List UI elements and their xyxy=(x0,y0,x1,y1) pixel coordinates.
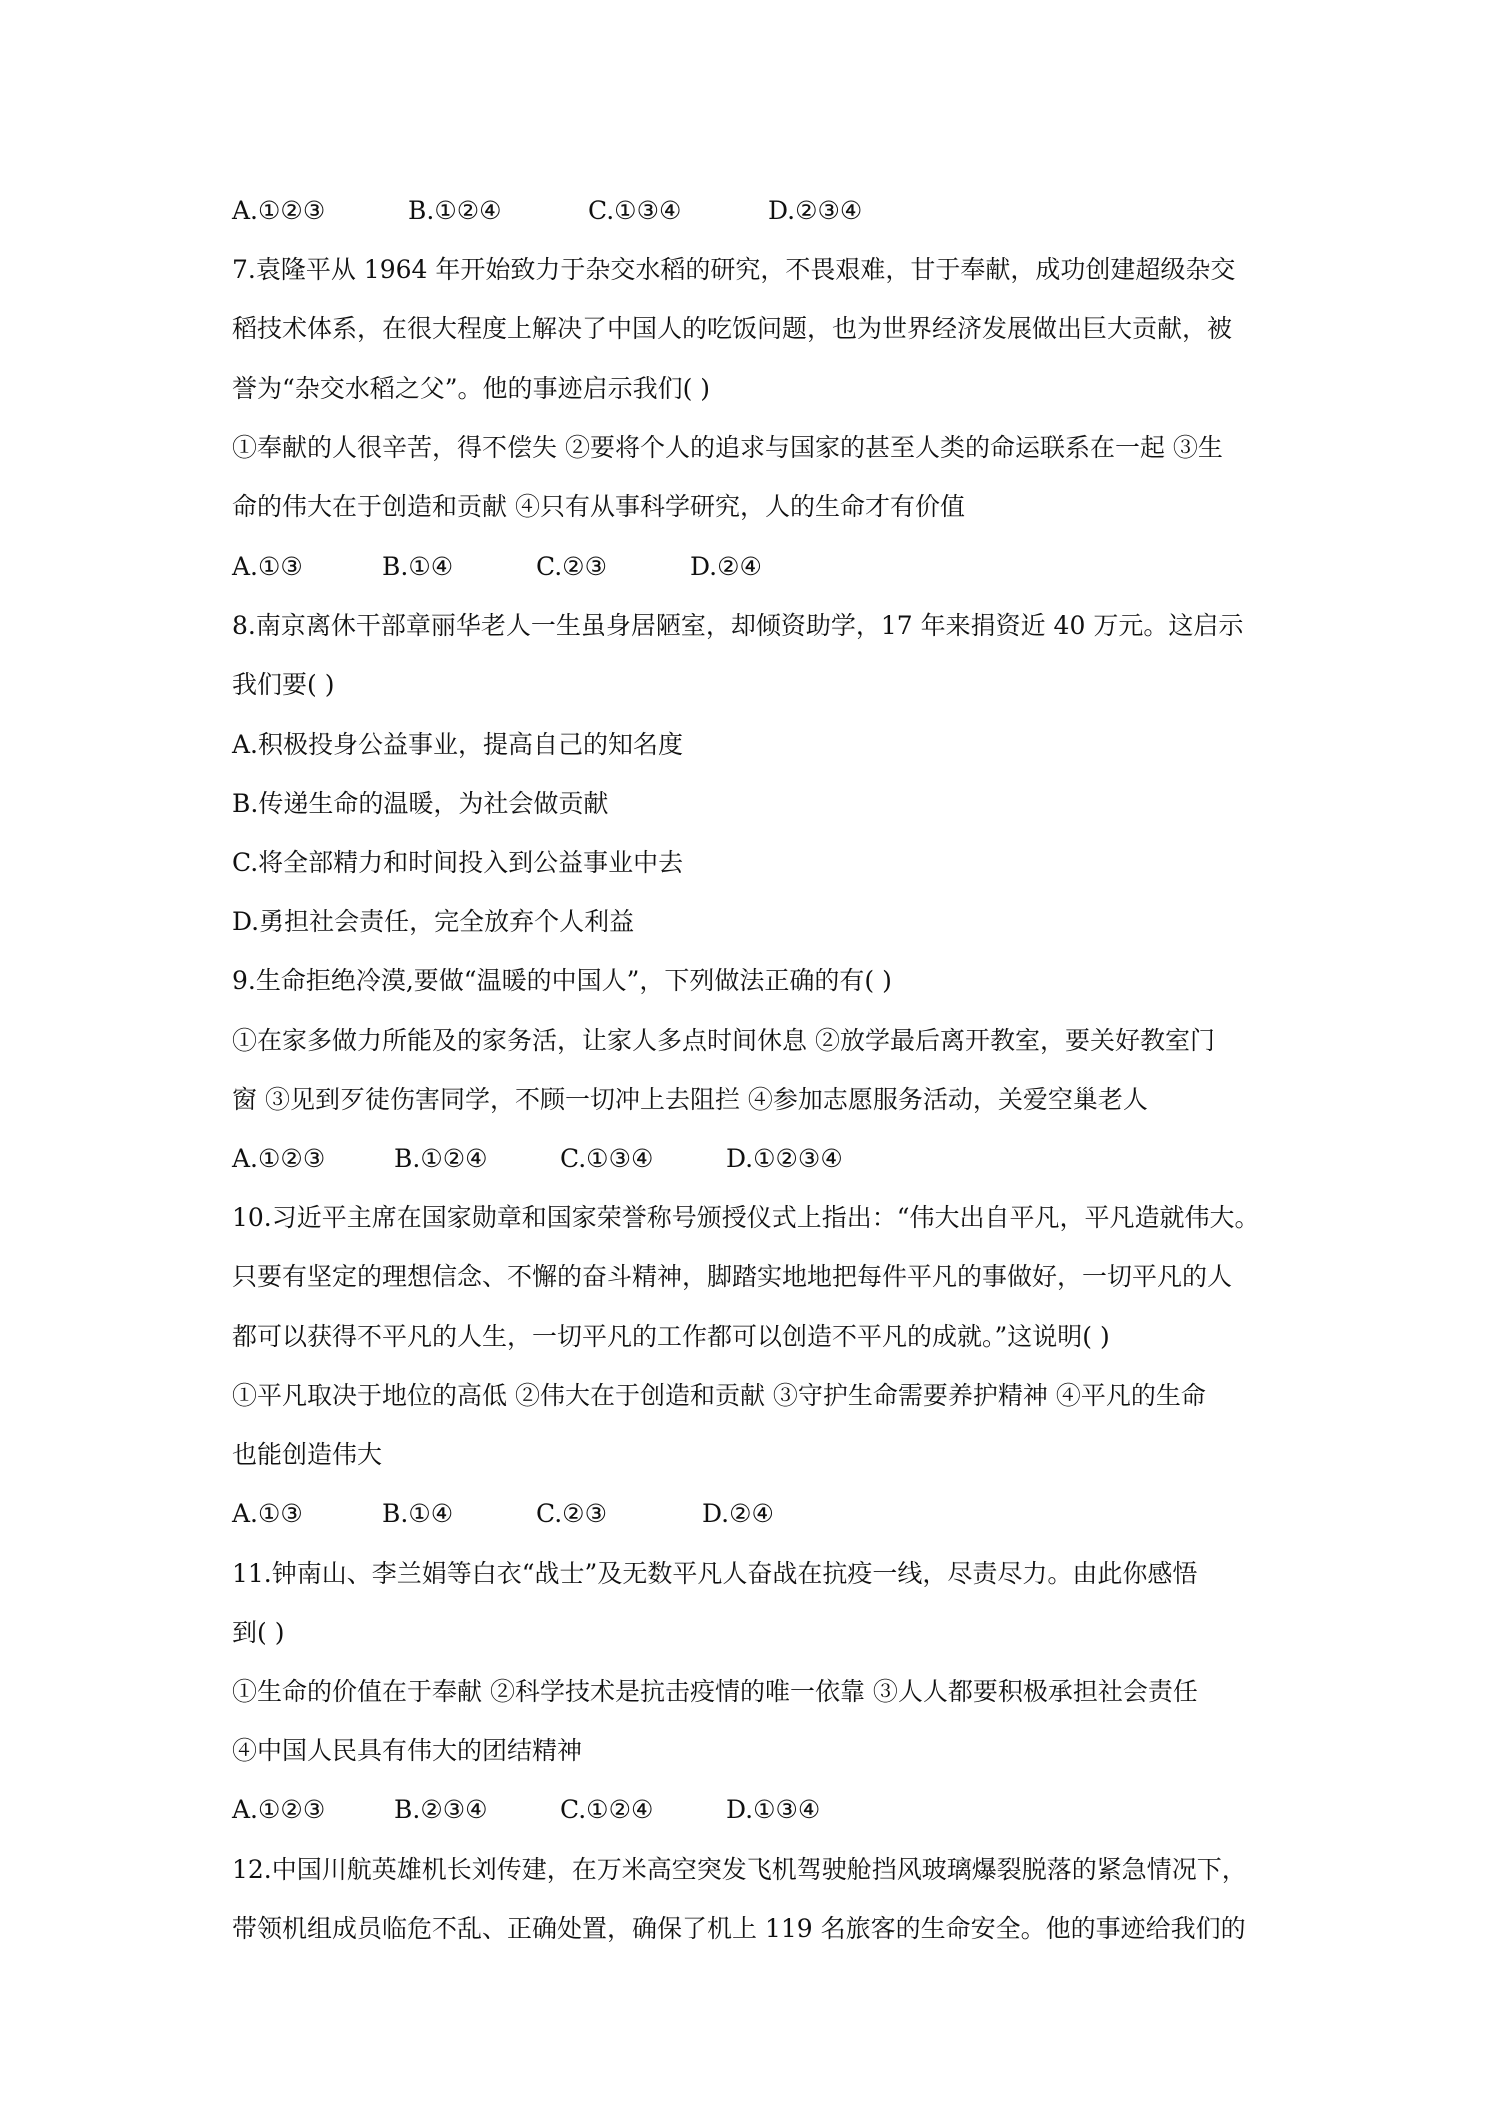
q8-stem-line-1: 8.南京离休干部章丽华老人一生虽身居陋室，却倾资助学，17 年来捐资近 40 万元。这启示 xyxy=(232,611,1244,640)
q10-option-d: D.②④ xyxy=(702,1499,774,1528)
q7-options xyxy=(232,550,1272,584)
q12-stem-line-1: 12.中国川航英雄机长刘传建，在万米高空突发飞机驾驶舱挡风玻璃爆裂脱落的紧急情况下， xyxy=(232,1855,1247,1884)
q10-stem-line-1: 10.习近平主席在国家勋章和国家荣誉称号颁授仪式上指出：“伟大出自平凡，平凡造就伟大。 xyxy=(232,1203,1260,1232)
q8-option-b: B.传递生命的温暖，为社会做贡献 xyxy=(232,789,609,818)
q9-option-c: C.①③④ xyxy=(560,1144,654,1173)
q7-option-a: A.①③ xyxy=(232,552,303,581)
q10-statements-line-2: 也能创造伟大 xyxy=(232,1440,383,1469)
q7-stem-line-1: 7.袁隆平从 1964 年开始致力于杂交水稻的研究，不畏艰难，甘于奉献，成功创建超级杂交 xyxy=(232,255,1236,284)
q7-stem-line-3: 誉为“杂交水稻之父”。他的事迹启示我们( ) xyxy=(232,374,711,403)
q10-stem-line-3: 都可以获得不平凡的人生，一切平凡的工作都可以创造不平凡的成就。”这说明( ) xyxy=(232,1322,1110,1351)
q9-option-d: D.①②③④ xyxy=(726,1144,843,1173)
q8-option-c: C.将全部精力和时间投入到公益事业中去 xyxy=(232,848,684,877)
q11-option-c: C.①②④ xyxy=(560,1795,654,1824)
q11-statements-line-2: ④中国人民具有伟大的团结精神 xyxy=(232,1736,583,1765)
q11-stem-line-2: 到( ) xyxy=(232,1618,285,1647)
q10-options xyxy=(232,1497,1272,1531)
q7-option-d: D.②④ xyxy=(690,552,762,581)
q8-option-d: D.勇担社会责任，完全放弃个人利益 xyxy=(232,907,635,936)
q9-options xyxy=(232,1142,1272,1176)
q11-options xyxy=(232,1793,1272,1827)
q7-statements-line-2: 命的伟大在于创造和贡献 ④只有从事科学研究，人的生命才有价值 xyxy=(232,492,965,521)
q8-option-a: A.积极投身公益事业，提高自己的知名度 xyxy=(232,730,684,759)
q11-option-a: A.①②③ xyxy=(232,1795,326,1824)
q8-stem-line-2: 我们要( ) xyxy=(232,670,335,699)
q11-option-b: B.②③④ xyxy=(394,1795,488,1824)
q7-option-c: C.②③ xyxy=(536,552,608,581)
q6-option-c: C.①③④ xyxy=(588,196,682,225)
q6-option-d: D.②③④ xyxy=(768,196,863,225)
q6-option-a: A.①②③ xyxy=(232,196,326,225)
q11-option-d: D.①③④ xyxy=(726,1795,821,1824)
q7-statements-line-1: ①奉献的人很辛苦，得不偿失 ②要将个人的追求与国家的甚至人类的命运联系在一起 ③生 xyxy=(232,433,1223,462)
q12-stem-line-2: 带领机组成员临危不乱、正确处置，确保了机上 119 名旅客的生命安全。他的事迹给我们的 xyxy=(232,1914,1246,1943)
q9-option-a: A.①②③ xyxy=(232,1144,326,1173)
q10-stem-line-2: 只要有坚定的理想信念、不懈的奋斗精神，脚踏实地地把每件平凡的事做好，一切平凡的人 xyxy=(232,1262,1233,1291)
q11-statements-line-1: ①生命的价值在于奉献 ②科学技术是抗击疫情的唯一依靠 ③人人都要积极承担社会责任 xyxy=(232,1677,1198,1706)
q9-stem-line-1: 9.生命拒绝冷漠,要做“温暖的中国人”，下列做法正确的有( ) xyxy=(232,966,892,995)
q10-option-a: A.①③ xyxy=(232,1499,303,1528)
q10-option-b: B.①④ xyxy=(382,1499,454,1528)
q9-statements-line-2: 窗 ③见到歹徒伤害同学，不顾一切冲上去阻拦 ④参加志愿服务活动，关爱空巢老人 xyxy=(232,1085,1148,1114)
q7-stem-line-2: 稻技术体系，在很大程度上解决了中国人的吃饭问题，也为世界经济发展做出巨大贡献，被 xyxy=(232,314,1233,343)
q6-option-b: B.①②④ xyxy=(408,196,502,225)
q11-stem-line-1: 11.钟南山、李兰娟等白衣“战士”及无数平凡人奋战在抗疫一线，尽责尽力。由此你感悟 xyxy=(232,1559,1198,1588)
q10-option-c: C.②③ xyxy=(536,1499,608,1528)
q7-option-b: B.①④ xyxy=(382,552,454,581)
q9-statements-line-1: ①在家多做力所能及的家务活，让家人多点时间休息 ②放学最后离开教室，要关好教室门 xyxy=(232,1026,1215,1055)
q10-statements-line-1: ①平凡取决于地位的高低 ②伟大在于创造和贡献 ③守护生命需要养护精神 ④平凡的生命 xyxy=(232,1381,1206,1410)
q6-options xyxy=(232,194,1272,228)
q9-option-b: B.①②④ xyxy=(394,1144,488,1173)
